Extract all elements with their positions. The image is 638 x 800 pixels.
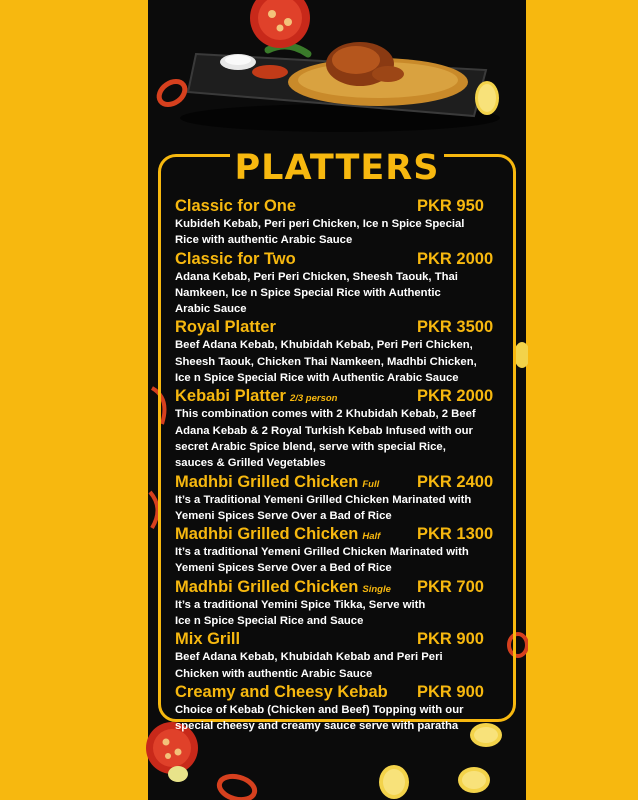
menu-item-description: Kubideh Kebab, Peri peri Chicken, Ice n Spice Special Rice with authentic Arabic Sauce <box>175 218 465 247</box>
menu-item-price: PKR 700 <box>417 577 484 596</box>
menu-list <box>175 196 509 735</box>
menu-item-name: Classic for One <box>175 197 297 215</box>
menu-item-price: PKR 2000 <box>417 387 494 406</box>
menu-item <box>175 472 509 525</box>
menu-item-header <box>175 386 509 406</box>
menu-item <box>175 629 509 682</box>
menu-item-name: Kebabi Platter <box>175 387 286 406</box>
chili-ring-icon <box>212 768 262 800</box>
menu-item-note: Half <box>362 531 381 543</box>
menu-item-description: Beef Adana Kebab, Khubidah Kebab, Peri Peri Chicken, Sheesh Taouk, Chicken Thai Namkeen, Madhbi Chicken, Ice n Spice Special Rice with Authentic Arabic Sauce <box>175 339 477 385</box>
menu-item-price: PKR 3500 <box>417 318 494 337</box>
menu-item-header <box>175 317 509 337</box>
menu-item-price: PKR 900 <box>417 630 484 649</box>
menu-item-price: PKR 1300 <box>417 525 494 544</box>
menu-item-name: Madhbi Grilled Chicken <box>175 577 359 596</box>
menu-item <box>175 196 509 249</box>
menu-item-price: PKR 900 <box>417 682 484 701</box>
menu-item-header <box>175 682 509 702</box>
menu-item-name: Madhbi Grilled Chicken <box>175 472 359 491</box>
menu-item <box>175 682 509 735</box>
menu-item-header <box>175 629 509 649</box>
menu-item-price: PKR 2400 <box>417 472 494 491</box>
menu-item-description: It’s a traditional Yemini Spice Tikka, Serve with Ice n Spice Special Rice and Sauce <box>175 598 426 628</box>
menu-item-note: 2/3 person <box>289 393 338 405</box>
menu-item-header <box>175 472 509 492</box>
menu-item-description: Choice of Kebab (Chicken and Beef) Topping with our special cheesy and creamy sauce serve with paratha <box>175 703 464 733</box>
menu-item-price: PKR 2000 <box>417 249 494 268</box>
menu-item-header <box>175 249 509 269</box>
lemon-slice-icon <box>470 78 504 118</box>
platter-photo <box>148 0 526 140</box>
menu-item-name: Madhbi Grilled Chicken <box>175 525 359 544</box>
title-box <box>230 143 444 193</box>
menu-item-description: It’s a Traditional Yemeni Grilled Chicken Marinated with Yemeni Spices Serve Over a Bad of Rice <box>175 493 472 522</box>
menu-item-header <box>175 577 509 597</box>
menu-item-name: Royal Platter <box>175 318 276 337</box>
menu-item-description: Beef Adana Kebab, Khubidah Kebab and Peri Peri Chicken with authentic Arabic Sauce <box>175 651 443 680</box>
lemon-slice-icon <box>166 764 190 784</box>
lemon-slice-icon <box>376 762 412 800</box>
menu-item-description: Adana Kebab, Peri Peri Chicken, Sheesh Taouk, Thai Namkeen, Ice n Spice Special Rice with Authentic Arabic Sauce <box>175 270 458 316</box>
menu-item <box>175 524 509 577</box>
chili-ring-icon <box>152 76 192 110</box>
menu-item-header <box>175 196 509 216</box>
lemon-slice-icon <box>456 764 492 796</box>
menu-item <box>175 249 509 318</box>
menu-item-name: Creamy and Cheesy Kebab <box>175 682 388 701</box>
menu-item-price: PKR 950 <box>417 197 484 215</box>
menu-item-description: This combination comes with 2 Khubidah Kebab, 2 Beef Adana Kebab & 2 Royal Turkish Kebab Infused with our secret Arabic Spice blend, serve with special Rice, sauces & Grilled Vegetables <box>175 408 476 470</box>
page-title: PLATTERS <box>234 148 440 188</box>
menu-item-note: Full <box>362 478 380 490</box>
menu-item <box>175 317 509 386</box>
menu-item-note: Single <box>362 583 391 595</box>
menu-item-name: Mix Grill <box>175 630 241 649</box>
menu-item-name: Classic for Two <box>175 249 296 268</box>
menu-item-header <box>175 524 509 544</box>
menu-item <box>175 577 509 630</box>
menu-item <box>175 386 509 471</box>
menu-item-description: It’s a traditional Yemeni Grilled Chicken Marinated with Yemeni Spices Serve Over a Bed of Rice <box>175 546 469 575</box>
